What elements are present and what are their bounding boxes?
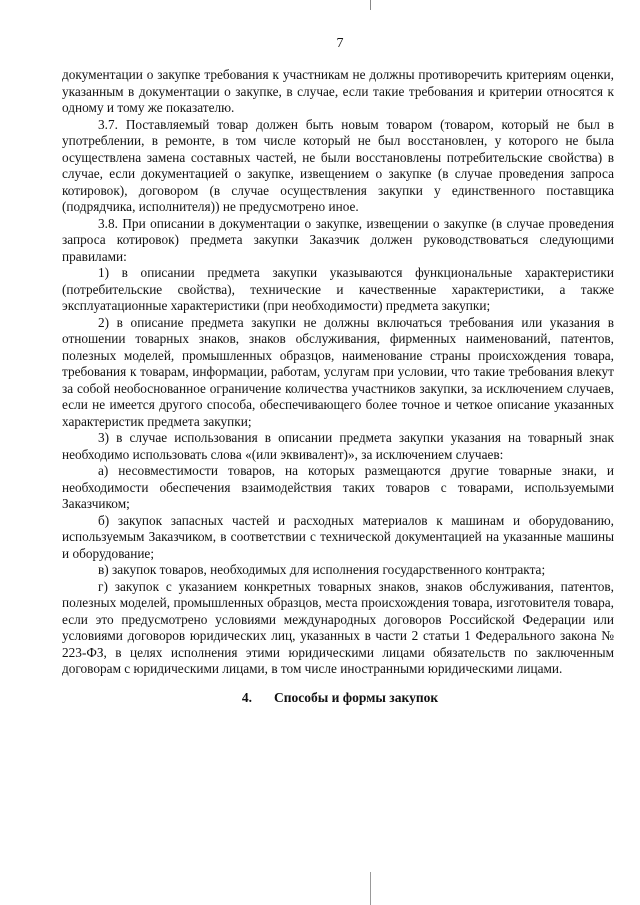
sub-item-a: а) несовместимости товаров, на которых размещаются другие товарные знаки, и необходимости обеспечения взаимодействия таких товаров с товарами, используемыми Заказчиком; bbox=[62, 463, 614, 511]
scan-mark-bottom bbox=[370, 872, 371, 905]
paragraph-3-8: 3.8. При описании в документации о закупке, извещении о закупке (в случае проведения запроса котировок) предмета закупки Заказчик должен руководствоваться следующими правилами: bbox=[62, 215, 614, 264]
sub-item-v: в) закупок товаров, необходимых для исполнения государственного контракта; bbox=[98, 562, 546, 577]
paragraph-continuation: документации о закупке требования к участникам не должны противоречить критериям оценки, указанным в документации о закупке, в случае, если такие требования и критерии относятся к одному и тому же показателю. bbox=[62, 67, 614, 115]
list-item-1: 1) в описании предмета закупки указываются функциональные характеристики (потребительские свойства), технические и качественные характеристики, а также эксплуатационные характеристики (при необходимости) предмета закупки; bbox=[62, 265, 614, 313]
scan-mark-top bbox=[370, 0, 371, 10]
sub-item-b: б) закупок запасных частей и расходных материалов к машинам и оборудованию, используемым Заказчиком, в соответствии с технической документацией на указанные машины и оборудование; bbox=[62, 512, 614, 561]
document-body bbox=[62, 67, 614, 706]
list-item-2: 2) в описание предмета закупки не должны включаться требования или указания в отношении товарных знаков, знаков обслуживания, фирменных наименований, патентов, полезных моделей, промышленных образцов, наименование страны происхождения товара, требования к товарам, информации, работам, услугам при условии, что такие требования влекут за собой необоснованное ограничение количества участников закупки, за исключением случаев, если не имеется другого способа, обеспечивающего более точное и четкое описание указанных характеристик предмета закупки; bbox=[62, 314, 614, 429]
paragraph-3-7: 3.7. Поставляемый товар должен быть новым товаром (товаром, который не был в употреблении, в ремонте, в том числе который не был восстановлен, у которого не была осуществлена замена составных частей, не были восстановлены потребительские свойства) в случае, если документацией о закупке, извещением о закупке (в случае проведения запроса котировок), договором (в случае осуществления закупки у единственного поставщика (подрядчика, исполнителя)) не предусмотрено иное. bbox=[62, 116, 614, 214]
page-number: 7 bbox=[336, 36, 344, 51]
section-title: Способы и формы закупок bbox=[273, 689, 439, 705]
list-item-3: 3) в случае использования в описании предмета закупки указания на товарный знак необходимо использовать слова «(или эквивалент)», за исключением случаев: bbox=[62, 430, 614, 462]
sub-item-g: г) закупок с указанием конкретных товарных знаков, знаков обслуживания, патентов, полезных моделей, промышленных образцов, места происхождения товара, изготовителя товара, если это предусмотрено условиями международных договоров Российской Федерации или условиями договоров юридических лиц, указанных в части 2 статьи 1 Федерального закона № 223-ФЗ, в целях исполнения этими юридическими лицами обязательств по заключенным договорам с юридическими лицами, в том числе иностранными юридическими лицами. bbox=[62, 578, 614, 676]
section-number: 4. bbox=[241, 689, 252, 705]
section-heading bbox=[62, 690, 614, 707]
